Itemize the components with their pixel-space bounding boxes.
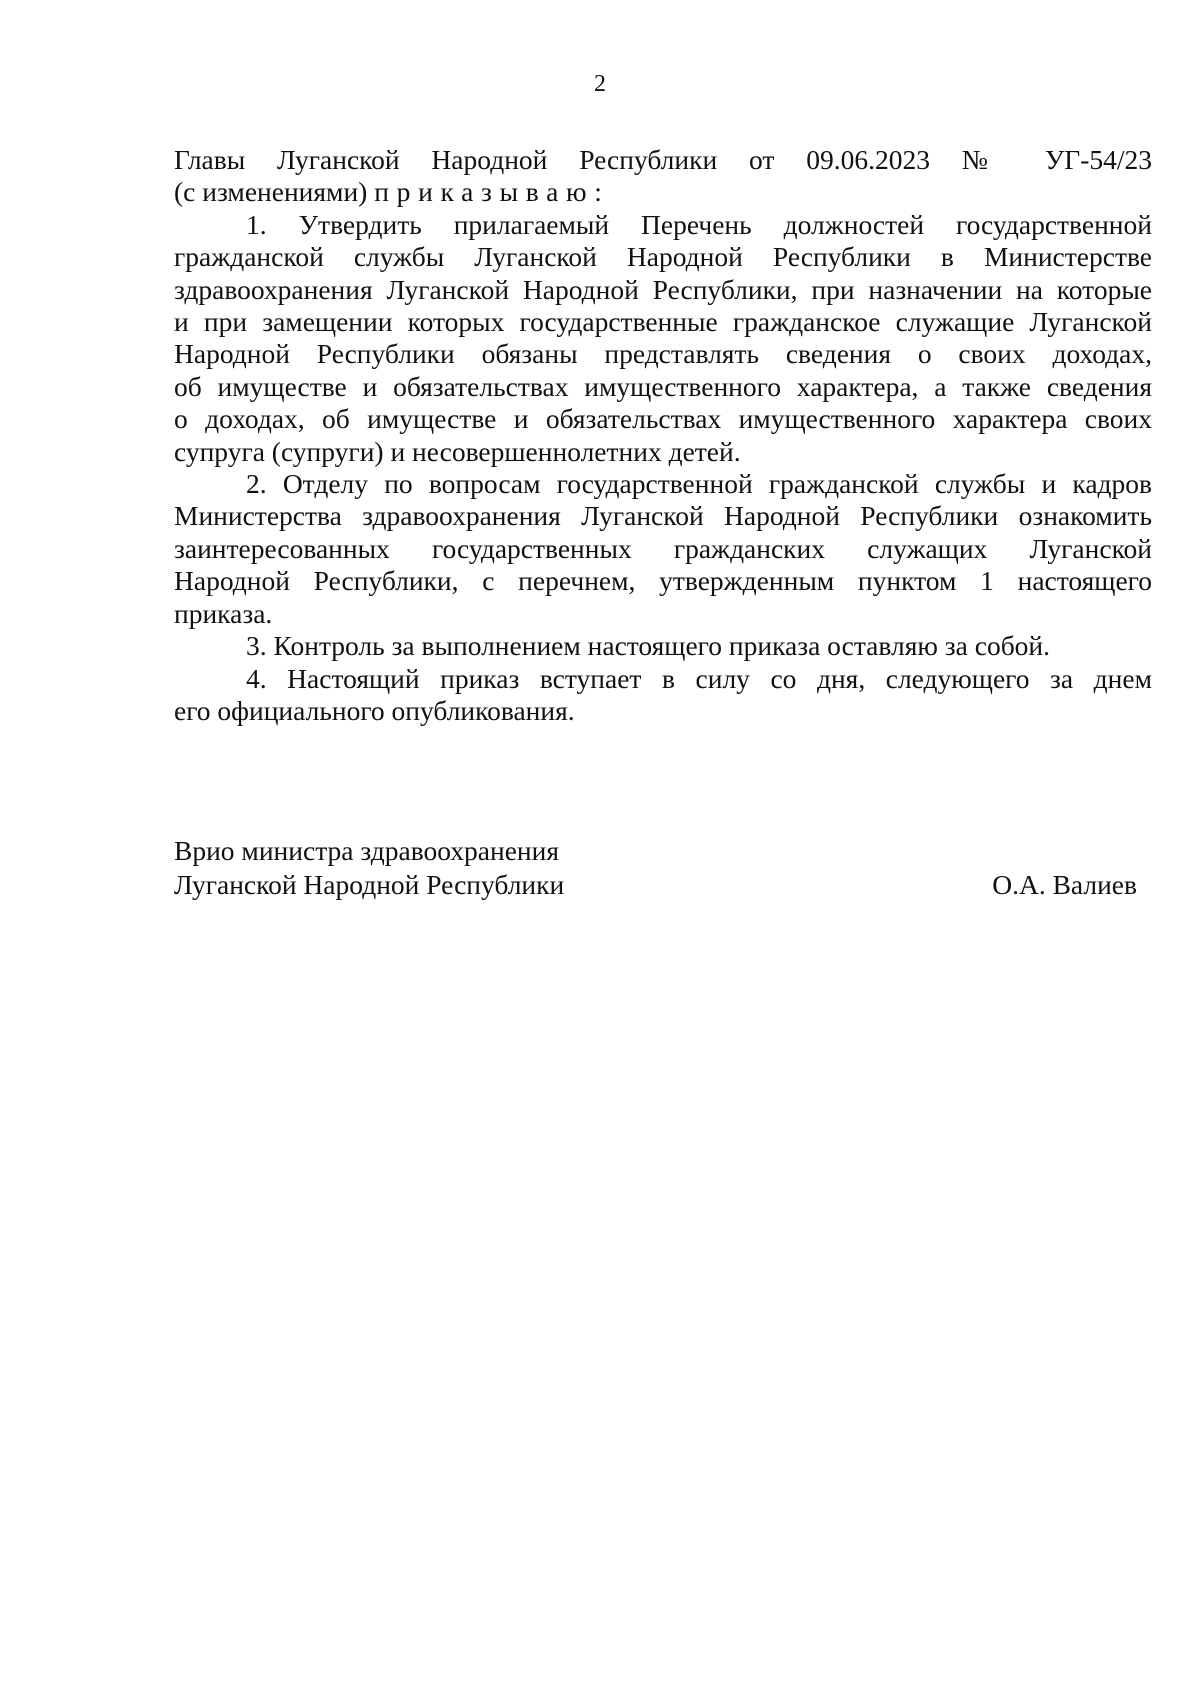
- paragraph-2-line-2: Министерства здравоохранения Луганской Народной Республики ознакомить: [174, 500, 1152, 532]
- paragraph-3-line-1: 3. Контроль за выполнением настоящего приказа оставляю за собой.: [246, 630, 1051, 662]
- paragraph-1-line-1: 1. Утвердить прилагаемый Перечень должностей государственной: [246, 208, 1152, 240]
- intro-line-2-prefix: (с изменениями): [174, 176, 375, 208]
- signatory-name: О.А. Валиев: [992, 869, 1137, 900]
- paragraph-1-line-3: здравоохранения Луганской Народной Республики, при назначении на которые: [174, 273, 1152, 305]
- paragraph-4-line-1: 4. Настоящий приказ вступает в силу со дня, следующего за днем: [246, 662, 1152, 694]
- signature-position-row-1: [174, 834, 1137, 868]
- paragraph-4-line-2: его официального опубликования.: [174, 694, 575, 726]
- signature-position-line-1: Врио министра здравоохранения: [174, 835, 560, 866]
- intro-line-2-suffix: :: [594, 176, 602, 208]
- page-number: 2: [594, 71, 606, 97]
- document-body: [174, 144, 1152, 727]
- paragraph-2-line-3: заинтересованных государственных гражданских служащих Луганской: [174, 532, 1152, 564]
- paragraph-1-line-7: о доходах, об имуществе и обязательствах имущественного характера своих: [174, 403, 1152, 435]
- paragraph-2-line-5: приказа.: [174, 597, 273, 629]
- paragraph-1-line-2: гражданской службы Луганской Народной Республики в Министерстве: [174, 241, 1152, 273]
- paragraph-1-line-5: Народной Республики обязаны представлять сведения о своих доходах,: [174, 338, 1152, 370]
- order-keyword: приказываю: [374, 176, 595, 208]
- intro-line-2: [174, 176, 1152, 208]
- intro-line-1: Главы Луганской Народной Республики от 09.06.2023 № УГ-54/23: [174, 144, 1152, 175]
- paragraph-2-line-4: Народной Республики, с перечнем, утвержденным пунктом 1 настоящего: [174, 565, 1152, 597]
- signature-block: [174, 834, 1137, 902]
- signature-position-row-2: [174, 868, 1137, 902]
- paragraph-1-line-8: супруга (супруги) и несовершеннолетних детей.: [174, 435, 741, 467]
- signature-position-line-2: Луганской Народной Республики: [174, 869, 565, 900]
- paragraph-2-line-1: 2. Отделу по вопросам государственной гражданской службы и кадров: [246, 468, 1152, 500]
- paragraph-1-line-6: об имуществе и обязательствах имущественного характера, а также сведения: [174, 370, 1152, 402]
- paragraph-1-line-4: и при замещении которых государственные гражданское служащие Луганской: [174, 306, 1152, 338]
